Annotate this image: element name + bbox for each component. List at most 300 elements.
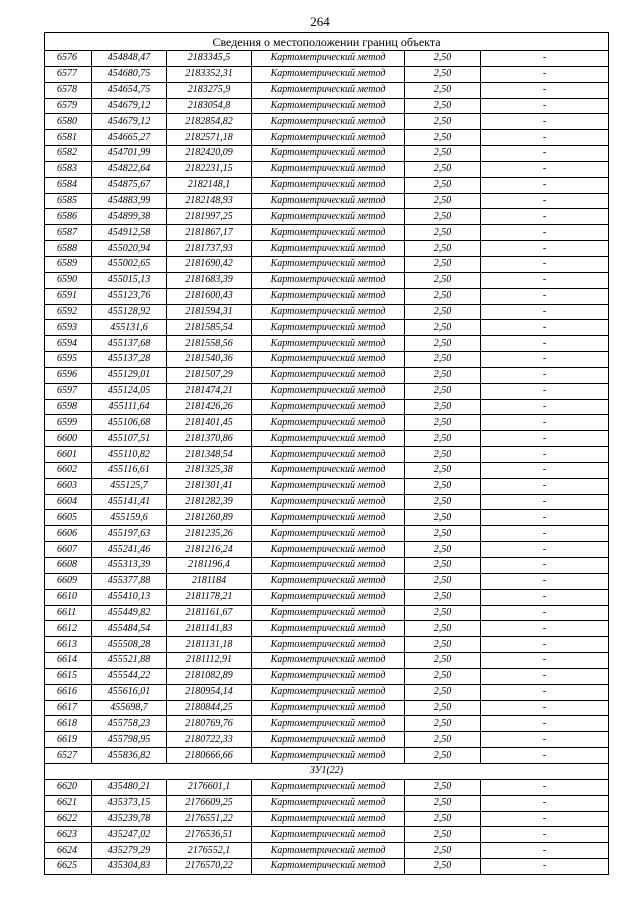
description-cell: - [481, 367, 609, 383]
table-row [45, 193, 609, 209]
table-row [45, 494, 609, 510]
x-coordinate-cell: 455241,46 [92, 542, 167, 558]
description-cell: - [481, 146, 609, 162]
accuracy-cell: 2,50 [405, 653, 481, 669]
accuracy-cell: 2,50 [405, 130, 481, 146]
point-number-cell: 6592 [45, 304, 92, 320]
table-row [45, 478, 609, 494]
description-cell: - [481, 66, 609, 82]
description-cell: - [481, 573, 609, 589]
y-coordinate-cell: 2181507,29 [167, 367, 252, 383]
y-coordinate-cell: 2181474,21 [167, 383, 252, 399]
x-coordinate-cell: 455015,13 [92, 272, 167, 288]
accuracy-cell: 2,50 [405, 462, 481, 478]
y-coordinate-cell: 2181540,36 [167, 352, 252, 368]
method-cell: Картометрический метод [252, 827, 405, 843]
method-cell: Картометрический метод [252, 161, 405, 177]
x-coordinate-cell: 455698,7 [92, 700, 167, 716]
point-number-cell: 6597 [45, 383, 92, 399]
table-row [45, 573, 609, 589]
method-cell: Картометрический метод [252, 558, 405, 574]
description-cell: - [481, 653, 609, 669]
point-number-cell: 6615 [45, 668, 92, 684]
point-number-cell: 6585 [45, 193, 92, 209]
accuracy-cell: 2,50 [405, 811, 481, 827]
table-row [45, 130, 609, 146]
point-number-cell: 6589 [45, 256, 92, 272]
accuracy-cell: 2,50 [405, 51, 481, 67]
table-row [45, 827, 609, 843]
table-row [45, 256, 609, 272]
point-number-cell: 6607 [45, 542, 92, 558]
point-number-cell: 6578 [45, 82, 92, 98]
description-cell: - [481, 209, 609, 225]
y-coordinate-cell: 2181370,86 [167, 431, 252, 447]
accuracy-cell: 2,50 [405, 573, 481, 589]
accuracy-cell: 2,50 [405, 637, 481, 653]
table-row [45, 716, 609, 732]
y-coordinate-cell: 2183345,5 [167, 51, 252, 67]
method-cell: Картометрический метод [252, 526, 405, 542]
point-number-cell: 6590 [45, 272, 92, 288]
accuracy-cell: 2,50 [405, 684, 481, 700]
table-row [45, 795, 609, 811]
accuracy-cell: 2,50 [405, 621, 481, 637]
accuracy-cell: 2,50 [405, 843, 481, 859]
accuracy-cell: 2,50 [405, 415, 481, 431]
accuracy-cell: 2,50 [405, 494, 481, 510]
description-cell: - [481, 415, 609, 431]
method-cell: Картометрический метод [252, 462, 405, 478]
description-cell: - [481, 336, 609, 352]
y-coordinate-cell: 2182231,15 [167, 161, 252, 177]
accuracy-cell: 2,50 [405, 256, 481, 272]
accuracy-cell: 2,50 [405, 668, 481, 684]
point-number-cell: 6596 [45, 367, 92, 383]
point-number-cell: 6582 [45, 146, 92, 162]
method-cell: Картометрический метод [252, 843, 405, 859]
accuracy-cell: 2,50 [405, 716, 481, 732]
accuracy-cell: 2,50 [405, 336, 481, 352]
table-row [45, 399, 609, 415]
accuracy-cell: 2,50 [405, 589, 481, 605]
point-number-cell: 6605 [45, 510, 92, 526]
description-cell: - [481, 272, 609, 288]
description-cell: - [481, 288, 609, 304]
y-coordinate-cell: 2181178,21 [167, 589, 252, 605]
table-row [45, 684, 609, 700]
method-cell: Картометрический метод [252, 193, 405, 209]
description-cell: - [481, 241, 609, 257]
x-coordinate-cell: 454899,38 [92, 209, 167, 225]
point-number-cell: 6612 [45, 621, 92, 637]
point-number-cell: 6614 [45, 653, 92, 669]
y-coordinate-cell: 2181683,39 [167, 272, 252, 288]
x-coordinate-cell: 455521,88 [92, 653, 167, 669]
accuracy-cell: 2,50 [405, 288, 481, 304]
method-cell: Картометрический метод [252, 383, 405, 399]
x-coordinate-cell: 455141,41 [92, 494, 167, 510]
y-coordinate-cell: 2176609,25 [167, 795, 252, 811]
table-row [45, 510, 609, 526]
description-cell: - [481, 304, 609, 320]
x-coordinate-cell: 435373,15 [92, 795, 167, 811]
x-coordinate-cell: 455197,63 [92, 526, 167, 542]
description-cell: - [481, 82, 609, 98]
point-number-cell: 6618 [45, 716, 92, 732]
point-number-cell: 6610 [45, 589, 92, 605]
table-row [45, 272, 609, 288]
table-row [45, 859, 609, 875]
method-cell: Картометрический метод [252, 542, 405, 558]
method-cell: Картометрический метод [252, 241, 405, 257]
table-row [45, 558, 609, 574]
x-coordinate-cell: 454665,27 [92, 130, 167, 146]
table-row [45, 431, 609, 447]
table-row [45, 668, 609, 684]
description-cell: - [481, 447, 609, 463]
method-cell: Картометрический метод [252, 288, 405, 304]
x-coordinate-cell: 455544,22 [92, 668, 167, 684]
method-cell: Картометрический метод [252, 732, 405, 748]
method-cell: Картометрический метод [252, 748, 405, 764]
accuracy-cell: 2,50 [405, 779, 481, 795]
method-cell: Картометрический метод [252, 51, 405, 67]
point-number-cell: 6580 [45, 114, 92, 130]
table-row [45, 462, 609, 478]
x-coordinate-cell: 455616,01 [92, 684, 167, 700]
accuracy-cell: 2,50 [405, 558, 481, 574]
table-row [45, 526, 609, 542]
y-coordinate-cell: 2181558,56 [167, 336, 252, 352]
point-number-cell: 6622 [45, 811, 92, 827]
x-coordinate-cell: 455123,76 [92, 288, 167, 304]
method-cell: Картометрический метод [252, 415, 405, 431]
method-cell: Картометрический метод [252, 367, 405, 383]
table-row [45, 811, 609, 827]
table-body-b [45, 779, 609, 874]
method-cell: Картометрический метод [252, 653, 405, 669]
method-cell: Картометрический метод [252, 573, 405, 589]
y-coordinate-cell: 2181196,4 [167, 558, 252, 574]
accuracy-cell: 2,50 [405, 320, 481, 336]
accuracy-cell: 2,50 [405, 700, 481, 716]
description-cell: - [481, 859, 609, 875]
accuracy-cell: 2,50 [405, 447, 481, 463]
point-number-cell: 6587 [45, 225, 92, 241]
x-coordinate-cell: 455110,82 [92, 447, 167, 463]
point-number-cell: 6598 [45, 399, 92, 415]
accuracy-cell: 2,50 [405, 304, 481, 320]
method-cell: Картометрический метод [252, 859, 405, 875]
accuracy-cell: 2,50 [405, 431, 481, 447]
x-coordinate-cell: 455131,6 [92, 320, 167, 336]
y-coordinate-cell: 2182148,93 [167, 193, 252, 209]
y-coordinate-cell: 2181585,54 [167, 320, 252, 336]
point-number-cell: 6604 [45, 494, 92, 510]
table-row [45, 320, 609, 336]
table-row [45, 288, 609, 304]
x-coordinate-cell: 455128,92 [92, 304, 167, 320]
section-label: ЗУ1(22) [45, 763, 609, 779]
method-cell: Картометрический метод [252, 605, 405, 621]
point-number-cell: 6620 [45, 779, 92, 795]
table-row [45, 161, 609, 177]
table-row [45, 732, 609, 748]
x-coordinate-cell: 455125,7 [92, 478, 167, 494]
y-coordinate-cell: 2183352,31 [167, 66, 252, 82]
table-row [45, 542, 609, 558]
description-cell: - [481, 542, 609, 558]
x-coordinate-cell: 455798,95 [92, 732, 167, 748]
y-coordinate-cell: 2181737,93 [167, 241, 252, 257]
point-number-cell: 6619 [45, 732, 92, 748]
point-number-cell: 6583 [45, 161, 92, 177]
y-coordinate-cell: 2180722,33 [167, 732, 252, 748]
table-row [45, 843, 609, 859]
y-coordinate-cell: 2181082,89 [167, 668, 252, 684]
table-header: Сведения о местоположении границ объекта [45, 33, 609, 51]
accuracy-cell: 2,50 [405, 605, 481, 621]
x-coordinate-cell: 435279,29 [92, 843, 167, 859]
method-cell: Картометрический метод [252, 304, 405, 320]
accuracy-cell: 2,50 [405, 526, 481, 542]
description-cell: - [481, 399, 609, 415]
description-cell: - [481, 431, 609, 447]
y-coordinate-cell: 2181184 [167, 573, 252, 589]
table-row [45, 177, 609, 193]
accuracy-cell: 2,50 [405, 859, 481, 875]
description-cell: - [481, 177, 609, 193]
x-coordinate-cell: 455508,28 [92, 637, 167, 653]
table-row [45, 637, 609, 653]
description-cell: - [481, 558, 609, 574]
y-coordinate-cell: 2181325,38 [167, 462, 252, 478]
method-cell: Картометрический метод [252, 716, 405, 732]
y-coordinate-cell: 2176601,1 [167, 779, 252, 795]
description-cell: - [481, 114, 609, 130]
y-coordinate-cell: 2181401,45 [167, 415, 252, 431]
accuracy-cell: 2,50 [405, 209, 481, 225]
description-cell: - [481, 256, 609, 272]
accuracy-cell: 2,50 [405, 795, 481, 811]
method-cell: Картометрический метод [252, 700, 405, 716]
method-cell: Картометрический метод [252, 225, 405, 241]
method-cell: Картометрический метод [252, 684, 405, 700]
x-coordinate-cell: 454848,47 [92, 51, 167, 67]
point-number-cell: 6576 [45, 51, 92, 67]
method-cell: Картометрический метод [252, 811, 405, 827]
table-body-a [45, 51, 609, 764]
x-coordinate-cell: 455137,68 [92, 336, 167, 352]
x-coordinate-cell: 455836,82 [92, 748, 167, 764]
method-cell: Картометрический метод [252, 668, 405, 684]
description-cell: - [481, 795, 609, 811]
page-number: 264 [310, 14, 330, 29]
description-cell: - [481, 98, 609, 114]
point-number-cell: 6602 [45, 462, 92, 478]
y-coordinate-cell: 2176552,1 [167, 843, 252, 859]
point-number-cell: 6608 [45, 558, 92, 574]
x-coordinate-cell: 454679,12 [92, 114, 167, 130]
method-cell: Картометрический метод [252, 114, 405, 130]
point-number-cell: 6588 [45, 241, 92, 257]
table-row [45, 447, 609, 463]
x-coordinate-cell: 454679,12 [92, 98, 167, 114]
description-cell: - [481, 526, 609, 542]
x-coordinate-cell: 455002,65 [92, 256, 167, 272]
y-coordinate-cell: 2176551,22 [167, 811, 252, 827]
point-number-cell: 6581 [45, 130, 92, 146]
y-coordinate-cell: 2181235,26 [167, 526, 252, 542]
x-coordinate-cell: 455449,82 [92, 605, 167, 621]
y-coordinate-cell: 2182148,1 [167, 177, 252, 193]
table-row [45, 621, 609, 637]
description-cell: - [481, 383, 609, 399]
x-coordinate-cell: 455410,13 [92, 589, 167, 605]
description-cell: - [481, 748, 609, 764]
accuracy-cell: 2,50 [405, 225, 481, 241]
description-cell: - [481, 668, 609, 684]
point-number-cell: 6593 [45, 320, 92, 336]
method-cell: Картометрический метод [252, 66, 405, 82]
x-coordinate-cell: 455116,61 [92, 462, 167, 478]
table-row [45, 653, 609, 669]
description-cell: - [481, 352, 609, 368]
table-row [45, 304, 609, 320]
accuracy-cell: 2,50 [405, 272, 481, 288]
description-cell: - [481, 684, 609, 700]
x-coordinate-cell: 455107,51 [92, 431, 167, 447]
accuracy-cell: 2,50 [405, 241, 481, 257]
method-cell: Картометрический метод [252, 82, 405, 98]
point-number-cell: 6616 [45, 684, 92, 700]
method-cell: Картометрический метод [252, 621, 405, 637]
description-cell: - [481, 637, 609, 653]
y-coordinate-cell: 2181141,83 [167, 621, 252, 637]
point-number-cell: 6625 [45, 859, 92, 875]
point-number-cell: 6613 [45, 637, 92, 653]
method-cell: Картометрический метод [252, 177, 405, 193]
description-cell: - [481, 732, 609, 748]
point-number-cell: 6624 [45, 843, 92, 859]
y-coordinate-cell: 2180954,14 [167, 684, 252, 700]
y-coordinate-cell: 2181161,67 [167, 605, 252, 621]
accuracy-cell: 2,50 [405, 510, 481, 526]
y-coordinate-cell: 2180769,76 [167, 716, 252, 732]
description-cell: - [481, 478, 609, 494]
accuracy-cell: 2,50 [405, 114, 481, 130]
x-coordinate-cell: 455758,23 [92, 716, 167, 732]
table-row [45, 146, 609, 162]
method-cell: Картометрический метод [252, 352, 405, 368]
method-cell: Картометрический метод [252, 779, 405, 795]
x-coordinate-cell: 454654,75 [92, 82, 167, 98]
x-coordinate-cell: 455124,05 [92, 383, 167, 399]
point-number-cell: 6579 [45, 98, 92, 114]
method-cell: Картометрический метод [252, 146, 405, 162]
x-coordinate-cell: 454912,58 [92, 225, 167, 241]
table-row [45, 383, 609, 399]
table-row [45, 225, 609, 241]
description-cell: - [481, 51, 609, 67]
description-cell: - [481, 589, 609, 605]
x-coordinate-cell: 435480,21 [92, 779, 167, 795]
y-coordinate-cell: 2181282,39 [167, 494, 252, 510]
accuracy-cell: 2,50 [405, 161, 481, 177]
y-coordinate-cell: 2181426,26 [167, 399, 252, 415]
table-row [45, 415, 609, 431]
y-coordinate-cell: 2181260,89 [167, 510, 252, 526]
method-cell: Картометрический метод [252, 209, 405, 225]
description-cell: - [481, 161, 609, 177]
accuracy-cell: 2,50 [405, 478, 481, 494]
y-coordinate-cell: 2181131,18 [167, 637, 252, 653]
x-coordinate-cell: 455159,6 [92, 510, 167, 526]
y-coordinate-cell: 2181997,25 [167, 209, 252, 225]
x-coordinate-cell: 455129,01 [92, 367, 167, 383]
description-cell: - [481, 462, 609, 478]
y-coordinate-cell: 2182420,09 [167, 146, 252, 162]
method-cell: Картометрический метод [252, 795, 405, 811]
method-cell: Картометрический метод [252, 256, 405, 272]
point-number-cell: 6601 [45, 447, 92, 463]
y-coordinate-cell: 2180666,66 [167, 748, 252, 764]
method-cell: Картометрический метод [252, 510, 405, 526]
method-cell: Картометрический метод [252, 478, 405, 494]
y-coordinate-cell: 2183054,8 [167, 98, 252, 114]
method-cell: Картометрический метод [252, 272, 405, 288]
accuracy-cell: 2,50 [405, 98, 481, 114]
method-cell: Картометрический метод [252, 320, 405, 336]
accuracy-cell: 2,50 [405, 827, 481, 843]
accuracy-cell: 2,50 [405, 748, 481, 764]
description-cell: - [481, 700, 609, 716]
accuracy-cell: 2,50 [405, 82, 481, 98]
x-coordinate-cell: 454883,99 [92, 193, 167, 209]
table-row [45, 748, 609, 764]
x-coordinate-cell: 455106,68 [92, 415, 167, 431]
table-row [45, 336, 609, 352]
x-coordinate-cell: 455020,94 [92, 241, 167, 257]
x-coordinate-cell: 435239,78 [92, 811, 167, 827]
accuracy-cell: 2,50 [405, 177, 481, 193]
y-coordinate-cell: 2176570,22 [167, 859, 252, 875]
x-coordinate-cell: 455484,54 [92, 621, 167, 637]
point-number-cell: 6527 [45, 748, 92, 764]
section-row-group [45, 763, 609, 779]
description-cell: - [481, 193, 609, 209]
point-number-cell: 6621 [45, 795, 92, 811]
description-cell: - [481, 716, 609, 732]
y-coordinate-cell: 2181112,91 [167, 653, 252, 669]
x-coordinate-cell: 454875,67 [92, 177, 167, 193]
description-cell: - [481, 510, 609, 526]
table-row [45, 209, 609, 225]
description-cell: - [481, 811, 609, 827]
method-cell: Картометрический метод [252, 447, 405, 463]
y-coordinate-cell: 2181301,41 [167, 478, 252, 494]
y-coordinate-cell: 2182854,82 [167, 114, 252, 130]
point-number-cell: 6609 [45, 573, 92, 589]
boundary-table [44, 32, 609, 875]
table-row [45, 589, 609, 605]
x-coordinate-cell: 455137,28 [92, 352, 167, 368]
table-row [45, 700, 609, 716]
point-number-cell: 6591 [45, 288, 92, 304]
y-coordinate-cell: 2181216,24 [167, 542, 252, 558]
method-cell: Картометрический метод [252, 399, 405, 415]
